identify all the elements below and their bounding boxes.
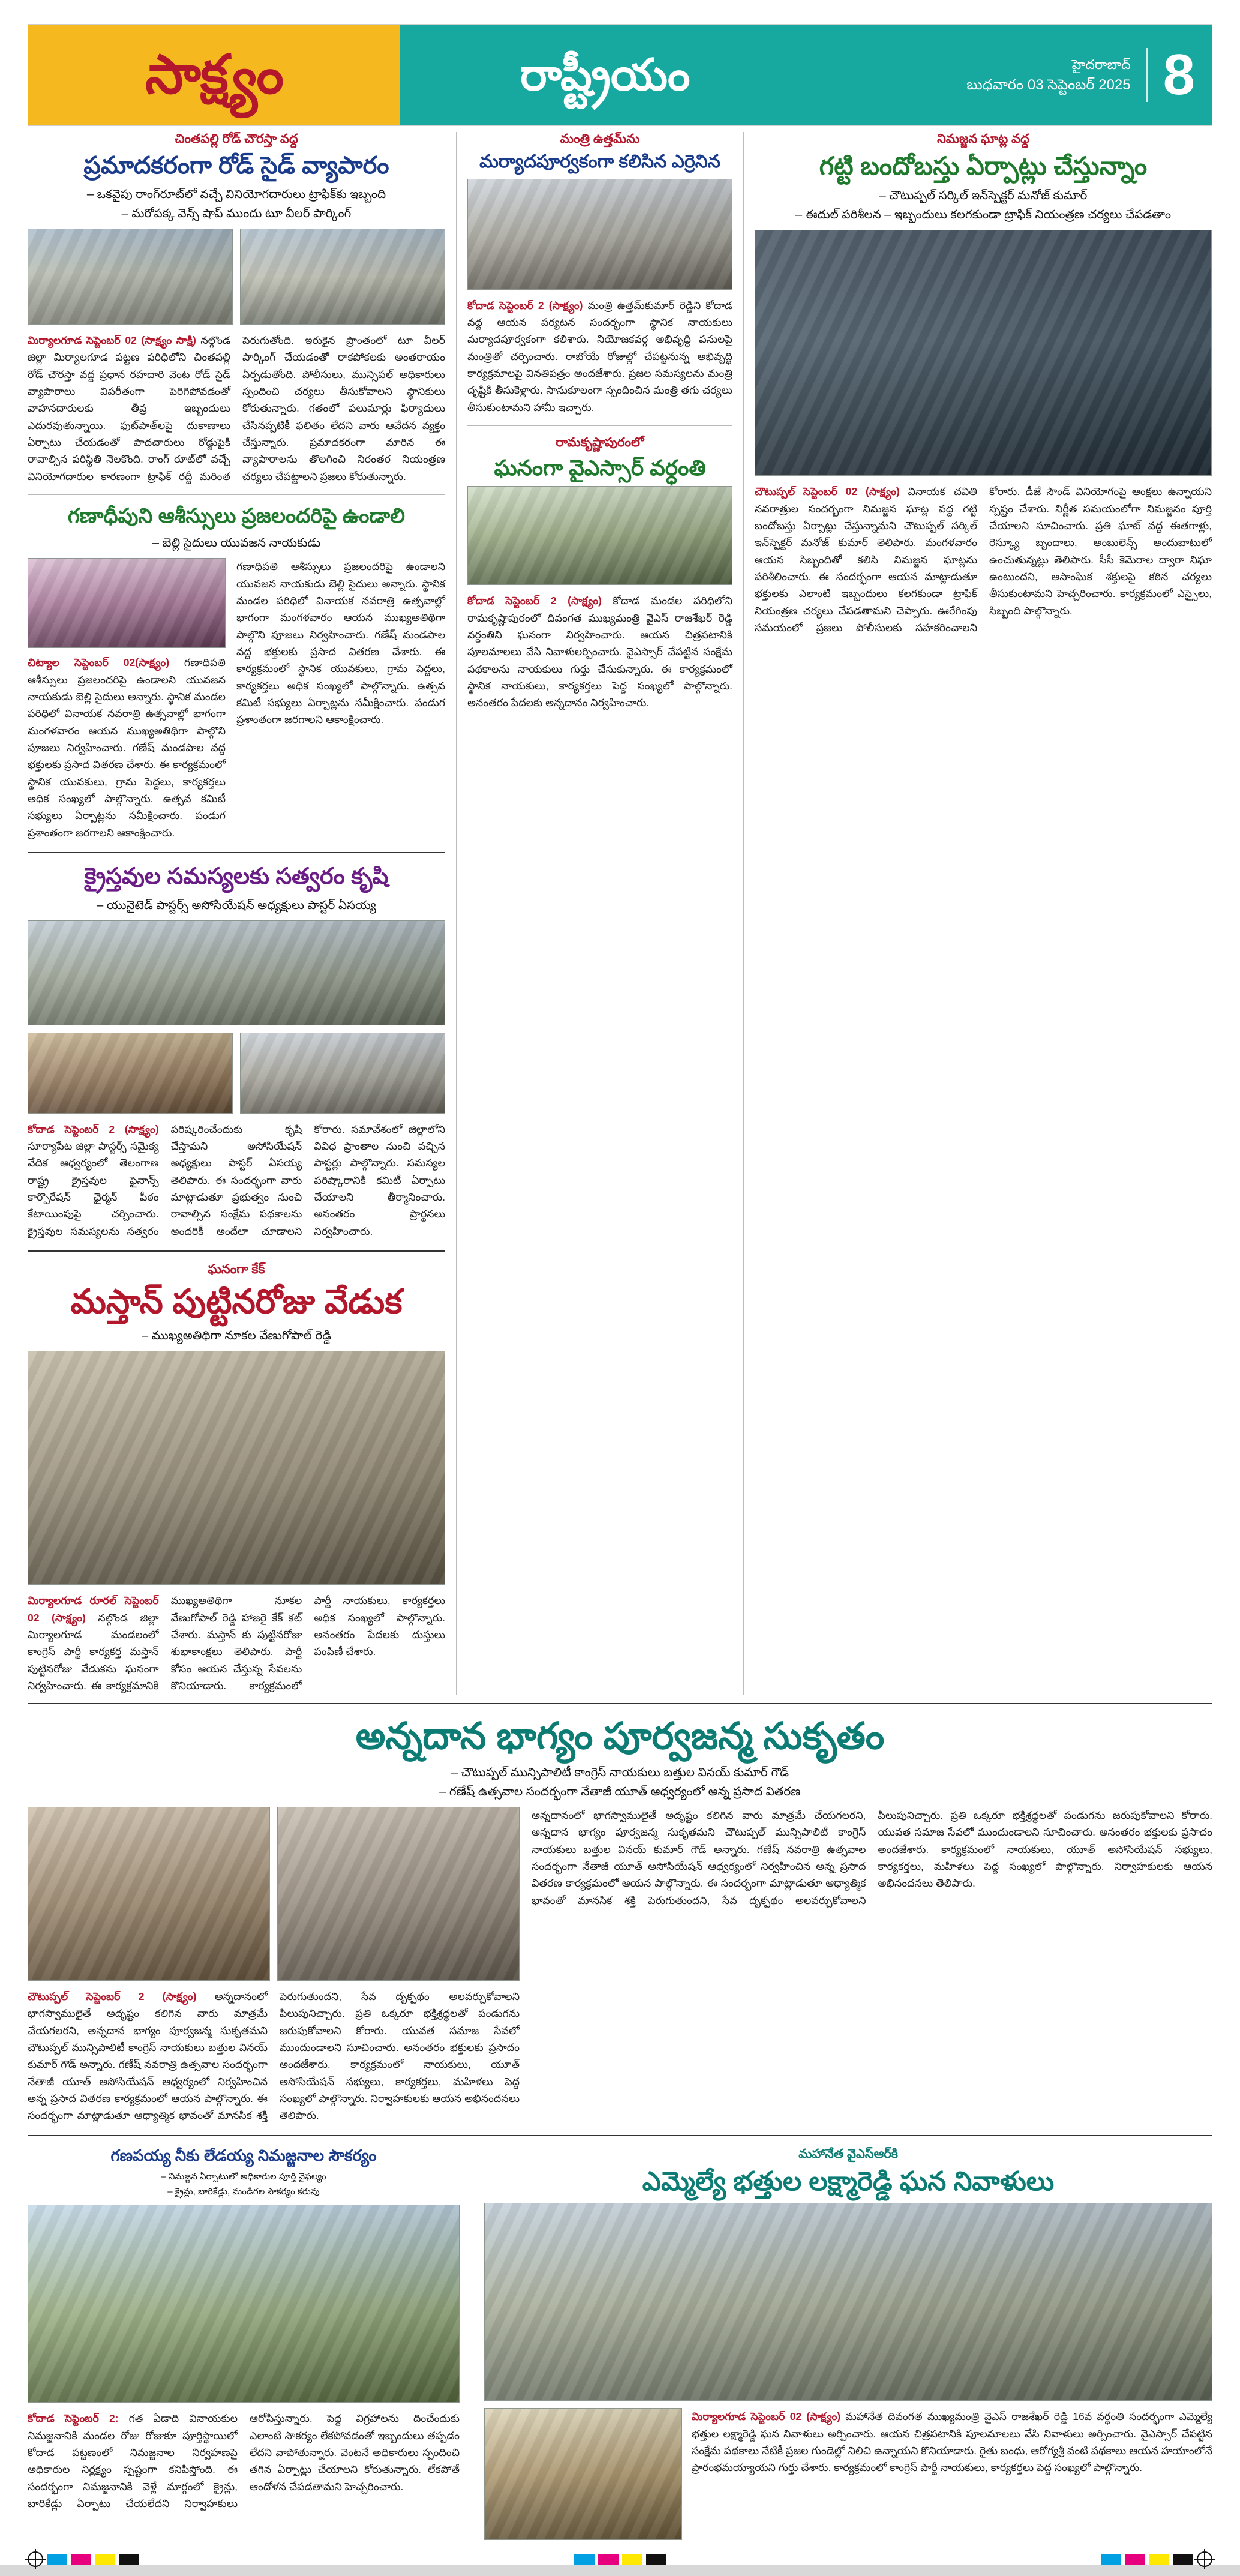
article-headline: గణాధీపుని ఆశీస్సులు ప్రజలందరిపై ఉండాలి xyxy=(68,505,405,528)
article-subhead-1: – నిమజ్జన ఏర్పాటులో అధికారుల పూర్తి వైఫల్యం xyxy=(161,2172,326,2182)
edition-city: హైదరాబాద్ xyxy=(1071,56,1131,72)
color-swatch-cyan xyxy=(47,2554,67,2565)
article-kicker: మంత్రి ఉత్తమ్‌ను xyxy=(560,132,640,146)
article-subhead-2: – మరోపక్క వెన్స్ షాప్ ముందు టూ వీలర్ పార్కింగ్ xyxy=(121,207,352,220)
photo-ganesh-function xyxy=(28,558,226,648)
dateline: కోదాడ సెప్టెంబర్ 2 (సాక్ష్యం) xyxy=(467,595,602,607)
photo-road-traffic xyxy=(240,229,445,325)
article-body xyxy=(28,2410,460,2512)
article-body-continued xyxy=(532,1807,1212,2124)
photo-annadana-2 xyxy=(277,1807,520,1981)
dateline: కోదాడ సెప్టెంబర్ 2 (సాక్ష్యం) xyxy=(28,1123,159,1135)
article-subhead-2: – క్రైన్లు, బారికేడ్లు, మండిగల సౌకర్యం కరువు xyxy=(167,2186,320,2197)
article-headline: ఘనంగా వైఎస్సార్ వర్ధంతి xyxy=(494,455,706,480)
page-number: 8 xyxy=(1163,43,1195,107)
article-subhead-1: – చౌటుప్పల్ సర్కిల్ ఇన్‌స్పెక్టర్ మనోజ్ కుమార్ xyxy=(879,189,1088,203)
article-subhead-2: – గణేష్ ఉత్సవాల సందర్భంగా నేతాజీ యూత్ ఆధ్వర్యంలో అన్న ప్రసాద వితరణ xyxy=(439,1785,801,1798)
photo-annadana-1 xyxy=(28,1807,270,1981)
article-headline: మర్యాదపూర్వకంగా కలిసిన ఎర్రెనిన xyxy=(479,152,720,172)
masthead-logo-block xyxy=(28,25,400,125)
article-body xyxy=(28,1592,445,1694)
photo-row xyxy=(28,229,445,325)
color-swatch-magenta-3 xyxy=(1125,2554,1145,2565)
photo-ysr-rally xyxy=(484,2203,1212,2401)
edition-date: బుధవారం 03 సెప్టెంబర్ 2025 xyxy=(966,76,1131,93)
article-kicker: రామకృష్ణాపురంలో xyxy=(556,435,644,449)
registration-mark-right xyxy=(1197,2551,1212,2567)
article-kicker: నిమజ్జన ఘాట్ల వద్ద xyxy=(937,132,1029,146)
body-text: గణాధిపతి ఆశీస్సులు ప్రజలందరిపై ఉండాలని యువజన నాయకుడు బెల్లి సైదులు అన్నారు. స్థానిక మండల పరిధిలో వినాయక నవరాత్రి ఉత్సవాల్లో భాగంగా మంగళవారం ఆయన ముఖ్యఅతిథిగా పాల్గొని పూజలు నిర్వహించారు. గణేష్ మండపాల వద్ద భక్తులకు ప్రసాద వితరణ చేశారు. ఈ కార్యక్రమంలో స్థానిక యువకులు, గ్రామ పెద్దలు, కార్యకర్తలు అధిక సంఖ్యలో పాల్గొన్నారు. ఉత్సవ కమిటీ సభ్యులు ఏర్పాట్లను సమీక్షించారు. పండుగ ప్రశాంతంగా జరగాలని ఆకాంక్షించారు. xyxy=(28,656,226,839)
publication-logo: సాక్ష్యం xyxy=(145,45,284,105)
body-text-continued: గణాధిపతి ఆశీస్సులు ప్రజలందరిపై ఉండాలని యువజన నాయకుడు బెల్లి సైదులు అన్నారు. స్థానిక మండల పరిధిలో వినాయక నవరాత్రి ఉత్సవాల్లో భాగంగా మంగళవారం ఆయన ముఖ్యఅతిథిగా పాల్గొని పూజలు నిర్వహించారు. గణేష్ మండపాల వద్ద భక్తులకు ప్రసాద వితరణ చేశారు. ఈ కార్యక్రమంలో స్థానిక యువకులు, గ్రామ పెద్దలు, కార్యకర్తలు అధిక సంఖ్యలో పాల్గొన్నారు. ఉత్సవ కమిటీ సభ్యులు ఏర్పాట్లను సమీక్షించారు. పండుగ ప్రశాంతంగా జరగాలని ఆకాంక్షించారు. xyxy=(236,560,445,726)
color-swatch-black xyxy=(119,2554,139,2565)
color-swatch-cyan-2 xyxy=(574,2554,595,2565)
photo-pastors-group xyxy=(28,920,445,1025)
color-swatch-magenta xyxy=(71,2554,91,2565)
column-middle xyxy=(456,132,744,1695)
color-swatch-yellow-3 xyxy=(1149,2554,1169,2565)
photo-street-vendors xyxy=(28,229,233,325)
body-text: నల్గొండ జిల్లా మిర్యాలగూడ మండలంలో కాంగ్రెస్ పార్టీ కార్యకర్త మస్తాన్ పుట్టినరోజు వేడుకను ఘనంగా నిర్వహించారు. ఈ కార్యక్రమానికి ముఖ్యఅతిథిగా నూకల వేణుగోపాల్ రెడ్డి హాజరై కేక్ కట్ చేశారు. మస్తాన్ కు పుట్టినరోజు శుభాకాంక్షలు తెలిపారు. పార్టీ కోసం ఆయన చేస్తున్న సేవలను కొనియాడారు. కార్యక్రమంలో పార్టీ నాయకులు, కార్యకర్తలు అధిక సంఖ్యలో పాల్గొన్నారు. అనంతరం పేదలకు దుస్తులు పంపిణీ చేశారు. xyxy=(28,1594,445,1692)
body-text: కోదాడ మండల పరిధిలోని రామకృష్ణాపురంలో దివంగత ముఖ్యమంత్రి వైఎస్ రాజశేఖర్ రెడ్డి వర్ధంతిని ఘనంగా నిర్వహించారు. ఆయన చిత్రపటానికి పూలమాలలు వేసి నివాళులర్పించారు. వైఎస్సార్ చేపట్టిన సంక్షేమ పథకాలను నాయకులు గుర్తు చేసుకున్నారు. ఈ కార్యక్రమంలో స్థానిక నాయకులు, కార్యకర్తలు పెద్ద సంఖ్యలో పాల్గొన్నారు. అనంతరం పేదలకు అన్నదానం నిర్వహించారు. xyxy=(467,595,732,709)
article-kicker: చింతపల్లి రోడ్ చౌరస్తా వద్ద xyxy=(175,132,298,146)
dateline: చౌటుప్పల్ సెప్టెంబర్ 2 (సాక్ష్యం) xyxy=(28,1990,197,2002)
color-swatch-yellow-2 xyxy=(622,2554,642,2565)
article-mastan-birthday xyxy=(28,1262,445,1694)
print-registration-bar xyxy=(28,2553,1212,2565)
article-headline: అన్నదాన భాగ్యం పూర్వజన్మ సుకృతం xyxy=(355,1715,885,1757)
body-text-continued: అన్నదానంలో భాగస్వాములైతే అదృష్టం కలిగిన వారు మాత్రమే చేయగలరని, అన్నదాన భాగ్యం పూర్వజన్మ సుకృతమని చౌటుప్పల్ మున్సిపాలిటీ కాంగ్రెస్ నాయకులు బత్తుల వినయ్ కుమార్ గౌడ్ అన్నారు. గణేష్ నవరాత్రి ఉత్సవాల సందర్భంగా నేతాజీ యూత్ అసోసియేషన్ ఆధ్వర్యంలో నిర్వహించిన అన్న ప్రసాద వితరణ కార్యక్రమంలో ఆయన పాల్గొన్నారు. ఈ సందర్భంగా మాట్లాడుతూ ఆధ్యాత్మిక భావంతో మానసిక శక్తి పెరుగుతుందని, సేవ దృక్పథం అలవర్చుకోవాలని పిలుపునిచ్చారు. ప్రతి ఒక్కరూ భక్తిశ్రద్ధలతో పండుగను జరుపుకోవాలని కోరారు. యువత సమాజ సేవలో ముందుండాలని సూచించారు. అనంతరం భక్తులకు ప్రసాదం అందజేశారు. కార్యక్రమంలో నాయకులు, యూత్ అసోసియేషన్ సభ్యులు, కార్యకర్తలు, మహిళలు పెద్ద సంఖ్యలో పాల్గొన్నారు. నిర్వాహకులకు ఆయన అభినందనలు తెలిపారు. xyxy=(532,1809,1212,1906)
body-text: మంత్రి ఉత్తమ్‌కుమార్ రెడ్డిని కోదాడ వద్ద ఆయన పర్యటన సందర్భంగా స్థానిక నాయకులు మర్యాదపూర్వకంగా కలిశారు. నియోజకవర్గ అభివృద్ధి పనులపై మంత్రితో చర్చించారు. రాబోయే రోజుల్లో చేపట్టనున్న అభివృద్ధి కార్యక్రమాలపై వినతిపత్రం అందజేశారు. ప్రజల సమస్యలను మంత్రి దృష్టికి తీసుకెళ్లారు. సానుకూలంగా స్పందించిన మంత్రి తగు చర్యలు తీసుకుంటామని హామీ ఇచ్చారు. xyxy=(467,299,732,413)
photo-birthday-cake xyxy=(28,1351,445,1585)
body-text: అన్నదానంలో భాగస్వాములైతే అదృష్టం కలిగిన వారు మాత్రమే చేయగలరని, అన్నదాన భాగ్యం పూర్వజన్మ సుకృతమని చౌటుప్పల్ మున్సిపాలిటీ కాంగ్రెస్ నాయకులు బత్తుల వినయ్ కుమార్ గౌడ్ అన్నారు. గణేష్ నవరాత్రి ఉత్సవాల సందర్భంగా నేతాజీ యూత్ అసోసియేషన్ ఆధ్వర్యంలో నిర్వహించిన అన్న ప్రసాద వితరణ కార్యక్రమంలో ఆయన పాల్గొన్నారు. ఈ సందర్భంగా మాట్లాడుతూ ఆధ్యాత్మిక భావంతో మానసిక శక్తి పెరుగుతుందని, సేవ దృక్పథం అలవర్చుకోవాలని పిలుపునిచ్చారు. ప్రతి ఒక్కరూ భక్తిశ్రద్ధలతో పండుగను జరుపుకోవాలని కోరారు. యువత సమాజ సేవలో ముందుండాలని సూచించారు. అనంతరం భక్తులకు ప్రసాదం అందజేశారు. కార్యక్రమంలో నాయకులు, యూత్ అసోసియేషన్ సభ్యులు, కార్యకర్తలు, మహిళలు పెద్ద సంఖ్యలో పాల్గొన్నారు. నిర్వాహకులకు ఆయన అభినందనలు తెలిపారు. xyxy=(28,1990,520,2122)
article-minister-meeting xyxy=(467,132,732,416)
article-ganadhipathi xyxy=(28,505,445,841)
article-body xyxy=(692,2408,1212,2540)
article-subhead: – బెల్లి సైదులు యువజన నాయకుడు xyxy=(152,536,321,550)
article-body xyxy=(467,297,732,416)
article-road-side-trade xyxy=(28,132,445,485)
dateline: కోదాడ సెప్టెంబర్ 2 (సాక్ష్యం) xyxy=(467,299,583,311)
color-swatch-black-2 xyxy=(646,2554,666,2565)
article-ysr-anniversary xyxy=(467,436,732,712)
dateline: మిర్యాలగూడ రూరల్ సెప్టెంబర్ 02 (సాక్ష్యం) xyxy=(28,1594,159,1624)
masthead-divider xyxy=(1146,48,1148,102)
section-title: రాష్ట్రీయం xyxy=(520,50,690,100)
photo-ysr-statue xyxy=(484,2408,682,2540)
color-swatch-magenta-2 xyxy=(598,2554,619,2565)
photo-minister-meeting xyxy=(467,179,732,290)
photo-meeting-hall xyxy=(28,1033,233,1114)
article-subhead-1: – ఒకవైపు రాంగ్‌రూట్‌లో వచ్చే వినియోగదారులు ట్రాఫిక్‌కు ఇబ్బంది xyxy=(86,188,386,201)
masthead-section-block xyxy=(400,25,1212,125)
article-headline: ప్రమాదకరంగా రోడ్ సైడ్ వ్యాపారం xyxy=(83,152,389,179)
color-swatch-yellow xyxy=(95,2554,115,2565)
article-subhead-1: – చౌటుప్పల్ మున్సిపాలిటీ కాంగ్రెస్ నాయకులు బత్తుల వినయ్ కుమార్ గౌడ్ xyxy=(451,1765,789,1779)
article-headline: క్రైస్తవుల సమస్యలకు సత్వరం కృషి xyxy=(84,863,389,889)
article-kicker: ఘనంగా కేక్ xyxy=(208,1262,265,1277)
dateline: మిర్యాలగూడ సెప్టెంబర్ 02 (సాక్ష్యం) xyxy=(692,2410,841,2423)
article-subhead: – యునైటెడ్ పాస్టర్స్ అసోసియేషన్ అధ్యక్షులు పాస్టర్ ఏసయ్య xyxy=(97,898,376,912)
article-headline: మస్తాన్ పుట్టినరోజు వేడుక xyxy=(70,1282,403,1321)
article-bandobast xyxy=(755,132,1212,636)
article-subhead: – ముఖ్యఅతిథిగా నూకల వేణుగోపాల్ రెడ్డి xyxy=(141,1329,332,1343)
color-swatch-black-3 xyxy=(1173,2554,1193,2565)
masthead-meta xyxy=(966,55,1130,96)
body-text: వినాయక చవితి నవరాత్రుల సందర్భంగా నిమజ్జన ఘాట్ల వద్ద గట్టి బందోబస్తు ఏర్పాట్లు చేస్తున్నామని చౌటుప్పల్ సర్కిల్ ఇన్‌స్పెక్టర్ మనోజ్ కుమార్ తెలిపారు. మంగళవారం ఆయన సిబ్బందితో కలిసి నిమజ్జన ఘాట్లను పరిశీలించారు. ఈ సందర్భంగా ఆయన మాట్లాడుతూ భక్తులకు ఎలాంటి ఇబ్బందులు కలగకుండా ట్రాఫిక్ నియంత్రణ చర్యలు చేపడతామని చెప్పారు. ఊరేగింపు సమయంలో ప్రజలు పోలీసులకు సహకరించాలని కోరారు. డీజే సౌండ్ వినియోగంపై ఆంక్షలు ఉన్నాయని స్పష్టం చేశారు. నిర్ణీత సమయంలోగా నిమజ్జనం పూర్తి చేయాలని సూచించారు. ప్రతి ఘాట్ వద్ద ఈతగాళ్లు, రెస్క్యూ బృందాలు, అంబులెన్స్ అందుబాటులో ఉంచుతున్నట్లు తెలిపారు. సీసీ కెమెరాల ద్వారా నిఘా ఉంటుందని, అసాంఘిక శక్తులపై కఠిన చర్యలు తీసుకుంటామని హెచ్చరించారు. కార్యక్రమంలో ఎస్సైలు, సిబ్బంది పాల్గొన్నారు. xyxy=(755,485,1212,634)
photo-police-bandobast xyxy=(755,230,1212,476)
photo-ganesh-idols xyxy=(28,2205,460,2403)
dateline: చౌటుప్పల్ సెప్టెంబర్ 02 (సాక్ష్యం) xyxy=(755,485,900,498)
dateline: మిర్యాలగూడ సెప్టెంబర్ 02 (సాక్ష్యం సాక్షి) xyxy=(28,334,196,346)
article-ysr-tribute xyxy=(472,2147,1212,2541)
body-text: మహానేత దివంగత ముఖ్యమంత్రి వైఎస్ రాజశేఖర్ రెడ్డి 16వ వర్ధంతి సందర్భంగా ఎమ్మెల్యే భత్తుల లక్ష్మారెడ్డి ఘన నివాళులు అర్పించారు. ఆయన చిత్రపటానికి పూలమాలలు వేసి నివాళులు అర్పించారు. వైఎస్సార్ చేపట్టిన సంక్షేమ పథకాలు నేటికీ ప్రజల గుండెల్లో నిలిచి ఉన్నాయని కొనియాడారు. రైతు బంధు, ఆరోగ్యశ్రీ వంటి పథకాలు ఆయన హయాంలోనే ప్రారంభమయ్యాయని గుర్తు చేశారు. కార్యక్రమంలో కాంగ్రెస్ పార్టీ నాయకులు, కార్యకర్తలు పెద్ద సంఖ్యలో పాల్గొన్నారు. xyxy=(692,2410,1212,2474)
body-text: సూర్యాపేట జిల్లా పాస్టర్స్ సమైక్య వేదిక ఆధ్వర్యంలో తెలంగాణ రాష్ట్ర క్రైస్తవుల ఫైనాన్స్ కార్పొరేషన్ ఛైర్మన్ పీఠం కేటాయింపుపై చర్చించారు. క్రైస్తవుల సమస్యలను సత్వరం పరిష్కరించేందుకు కృషి చేస్తామని అసోసియేషన్ అధ్యక్షులు పాస్టర్ ఏసయ్య తెలిపారు. ఈ సందర్భంగా వారు మాట్లాడుతూ ప్రభుత్వం నుంచి రావాల్సిన సంక్షేమ పథకాలను అందరికీ అందేలా చూడాలని కోరారు. సమావేశంలో జిల్లాలోని వివిధ ప్రాంతాల నుంచి వచ్చిన పాస్టర్లు పాల్గొన్నారు. సమస్యల పరిష్కారానికి కమిటీ ఏర్పాటు చేయాలని తీర్మానించారు. అనంతరం ప్రార్థనలు నిర్వహించారు. xyxy=(28,1123,445,1237)
article-annadana xyxy=(28,1715,1212,2124)
dateline: కోదాడ సెప్టెంబర్ 2: xyxy=(28,2412,119,2425)
article-body xyxy=(467,592,732,711)
color-swatch-cyan-3 xyxy=(1101,2554,1121,2565)
article-headline: గట్టి బందోబస్తు ఏర్పాట్లు చేస్తున్నాం xyxy=(819,152,1148,180)
photo-ysr-tribute xyxy=(467,486,732,585)
article-body xyxy=(755,483,1212,636)
photo-felicitation xyxy=(240,1033,445,1114)
article-body xyxy=(28,654,226,841)
article-headline: గణపయ్య నీకు లేడయ్య నిమజ్జనాల సౌకర్యం xyxy=(110,2146,377,2164)
registration-mark-left xyxy=(28,2551,43,2567)
article-body xyxy=(28,1121,445,1240)
body-text: గత ఏడాది వినాయకుల నిమజ్జనానికి మండల రోజు రోజుకూ పూర్తిస్థాయిలో కోదాడ పట్టణంలో నిమజ్జనాల నిర్వహణపై అధికారుల నిర్లక్ష్యం స్పష్టంగా కనిపిస్తోంది. ఈ సందర్భంగా నిమజ్జనానికి వెళ్లే మార్గంలో క్రైన్లు, బారికేడ్లు ఏర్పాటు చేయలేదని నిర్వాహకులు ఆరోపిస్తున్నారు. పెద్ద విగ్రహాలను దించేందుకు ఎలాంటి సౌకర్యం లేకపోవడంతో ఇబ్బందులు తప్పడం లేదని వాపోతున్నారు. వెంటనే అధికారులు స్పందించి తగిన ఏర్పాట్లు చేయాలని కోరుతున్నారు. లేకపోతే ఆందోళన చేపడతామని హెచ్చరించారు. xyxy=(28,2412,460,2510)
article-christians xyxy=(28,864,445,1240)
column-right xyxy=(744,132,1212,1695)
article-body xyxy=(28,332,445,485)
masthead xyxy=(28,24,1212,126)
article-body xyxy=(28,1988,520,2124)
article-subhead-2: – ఈదుల్ పరిశీలన – ఇబ్బందులు కలగకుండా ట్రాఫిక్ నియంత్రణ చర్యలు చేపడతాం xyxy=(795,208,1171,222)
dateline: చిట్యాల సెప్టెంబర్ 02(సాక్ష్యం) xyxy=(28,656,170,669)
article-kicker: మహానేత వైఎస్‌ఆర్‌కి xyxy=(798,2146,898,2161)
body-text: నల్గొండ జిల్లా మిర్యాలగూడ పట్టణ పరిధిలోని చింతపల్లి రోడ్ చౌరస్తా వద్ద ప్రధాన రహదారి వెంట రోడ్ సైడ్ వ్యాపారాలు విపరీతంగా పెరిగిపోవడంతో వాహనదారులకు తీవ్ర ఇబ్బందులు ఎదురవుతున్నాయి. ఫుట్‌పాత్‌లపై దుకాణాలు ఏర్పాటు చేయడంతో పాదచారులు రోడ్డుపైకి రావాల్సిన పరిస్థితి నెలకొంది. రాంగ్ రూట్‌లో వచ్చే వినియోగదారుల కారణంగా ట్రాఫిక్ రద్దీ మరింత పెరుగుతోంది. ఇరుకైన ప్రాంతంలో టూ వీలర్ పార్కింగ్ చేయడంతో రాకపోకలకు అంతరాయం ఏర్పడుతోంది. పోలీసులు, మున్సిపల్ అధికారులు స్పందించి చర్యలు తీసుకోవాలని స్థానికులు కోరుతున్నారు. గతంలో పలుమార్లు ఫిర్యాదులు చేసినప్పటికీ ఫలితం లేదని వారు ఆవేదన వ్యక్తం చేస్తున్నారు. ప్రమాదకరంగా మారిన ఈ వ్యాపారాలను తొలగించి నిరంతర నియంత్రణ చర్యలు చేపట్టాలని ప్రజలు కోరుతున్నారు. xyxy=(28,334,445,482)
column-left xyxy=(28,132,456,1695)
article-headline: ఎమ్మెల్యే భత్తుల లక్ష్మారెడ్డి ఘన నివాళులు xyxy=(642,2166,1055,2196)
article-ganapayya xyxy=(28,2147,472,2541)
article-body-continued xyxy=(236,558,445,841)
